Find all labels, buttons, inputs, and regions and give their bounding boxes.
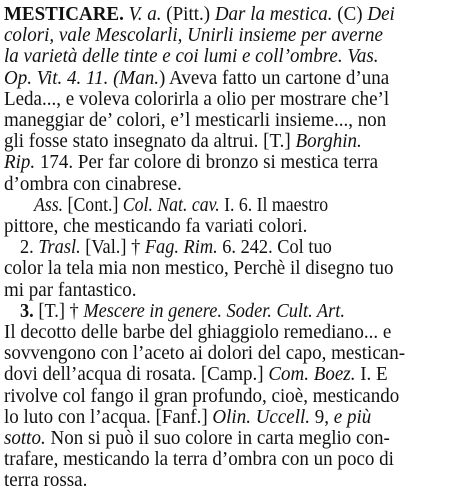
text: d’ombra con cinabrese. [4,173,182,195]
italic-text: Olin. Uccell. [212,406,311,428]
text: (Pitt.) [161,4,215,25]
text: 174. Per far colore di bronzo si mestica terra [35,152,379,174]
italic-text: la varietà delle tinte e coi lumi e coll’ombre. Vas. [4,46,379,68]
text: sovvengono con l’aceto ai dolori del capo, mestican- [4,343,406,365]
italic-text: Trasl. [38,237,81,259]
entry-line [4,468,462,494]
italic-text: sotto. [4,428,46,449]
text: [T.] † [38,300,84,322]
text: lo luto con l’acqua. [Fanf.] [4,406,213,428]
text: mi par fantastico. [4,279,137,301]
text: [Cont.] [63,194,123,216]
text: gli fosse stato insegnato da altrui. [T.] [4,131,296,153]
italic-text: Dar la mestica. [214,4,333,25]
text: I. 6. Il maestro [219,194,329,216]
text: trafare, mesticando la terra d’ombra con un poco di [4,449,394,471]
italic-text: Borghin. [295,131,362,153]
italic-text: Ass. [34,194,64,216]
italic-text: Col. Nat. cav. [122,194,220,216]
text: dovi dell’acqua di rosata. [Camp.] [4,364,269,386]
text: rivolve col fango il gran profundo, cioè, mesticando [4,385,400,407]
italic-text: Op. Vit. 4. 11. (Man. [4,67,159,89]
text: color la tela mia non mestico, Perchè il disegno tuo [4,258,394,280]
italic-text: Com. Boez. [268,364,356,386]
italic-text: colori, vale Mescolarli, Unirli insieme per averne [4,25,383,47]
italic-text: e più [333,406,372,428]
bold-text: 3. [20,300,39,322]
text: [Val.] † [80,237,145,259]
italic-text: Rip. [4,152,36,174]
italic-text: V. a. [128,4,162,25]
italic-text: Mescere in genere. Soder. Cult. Art. [83,300,345,322]
text: ) Aveva fatto un cartone d’una [158,67,390,89]
italic-text: Dei [367,4,395,25]
text: Il decotto delle barbe del ghiaggiolo remediano... e [4,322,392,343]
text: (C) [332,4,368,25]
italic-text: Fag. Rim. [144,237,218,259]
text: terra rossa. [4,470,88,492]
text: Non si può il suo colore in carta meglio con- [45,428,390,449]
text: pittore, che mesticando fa variati colori. [4,216,308,237]
text: 9, [310,406,334,428]
text: 2. [20,237,39,259]
bold-text: MESTICARE. [4,4,129,25]
text: Leda..., e voleva colorirla a olio per mostrare che’l [4,88,390,110]
text: maneggiar de’ colori, e’l mesticarli insieme..., non [4,110,387,131]
text: 6. 242. Col tuo [217,237,332,259]
text: I. E [355,364,388,386]
